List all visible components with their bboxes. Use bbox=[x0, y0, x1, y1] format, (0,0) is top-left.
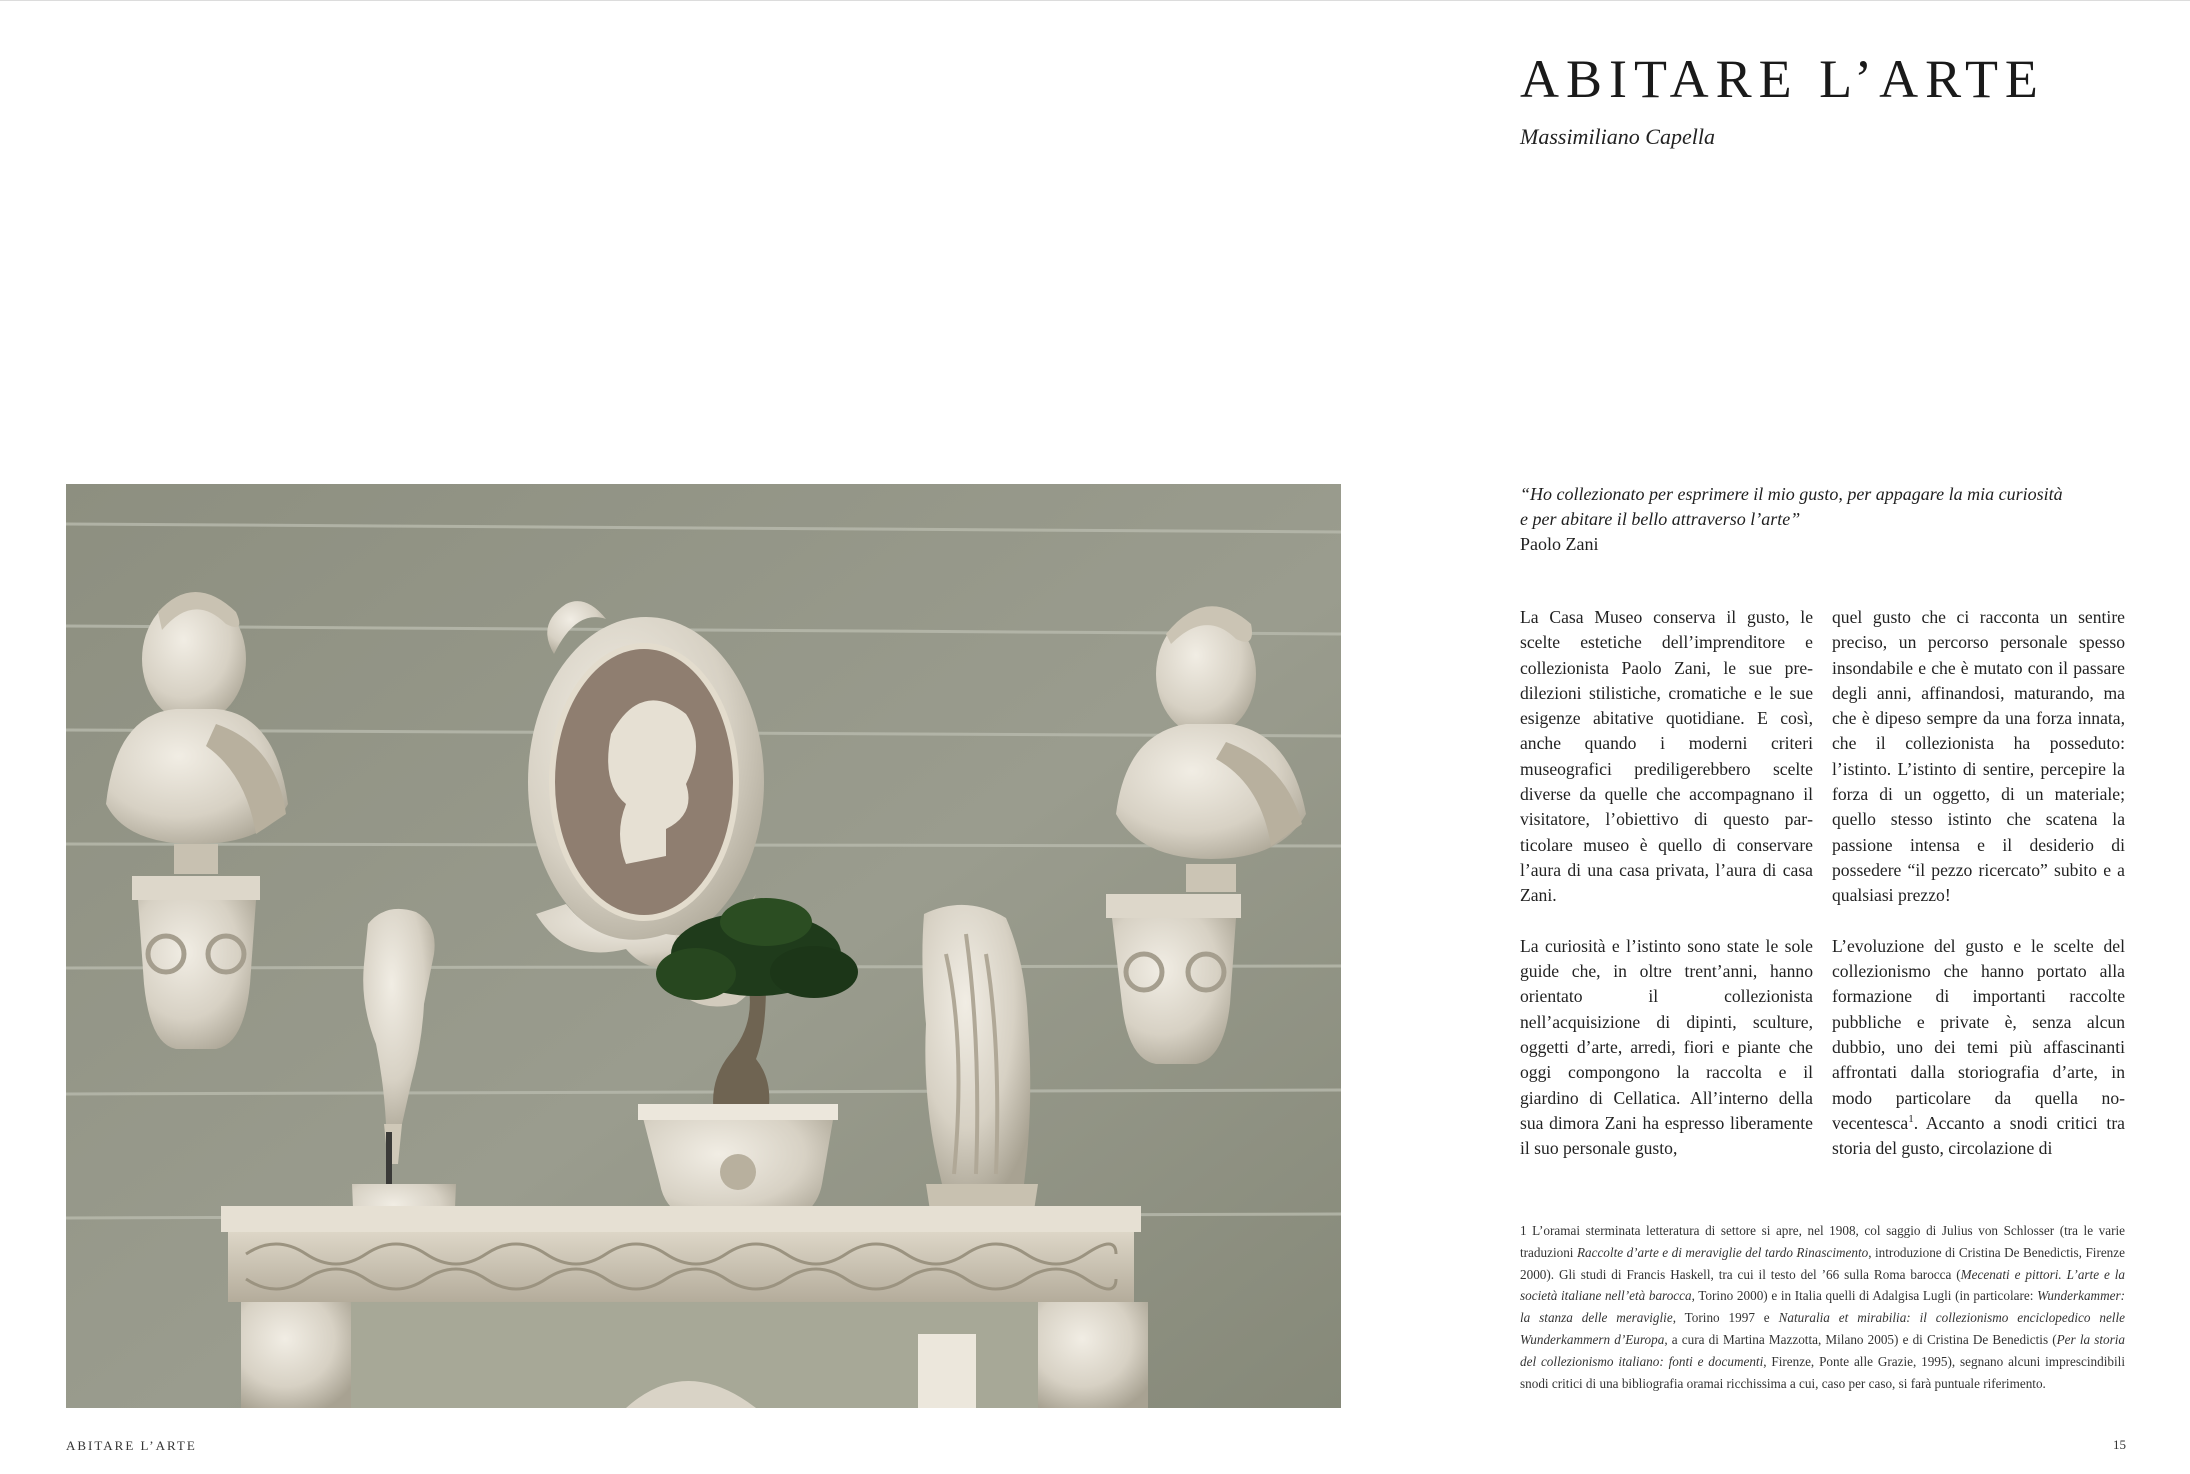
footnote bbox=[1520, 1220, 2125, 1394]
footnote-text: , Torino 1997 e bbox=[1672, 1310, 1779, 1326]
body-paragraph: La curiosità e l’istinto sono state le sole guide che, in oltre trent’anni, hanno orientato il collezionista nell’acquisizione di dipinti, sculture, oggetti d’arte, arredi, fiori e piante che oggi compongono la raccolta e il giardino di Cellatica. All’interno della sua dimora Zani ha espresso liberamente il suo personale gusto, bbox=[1520, 935, 1813, 1159]
body-paragraph: La Casa Museo conserva il gusto, le scelte estetiche dell’imprenditore e collezionista Paolo Zani, le sue predilezioni stilistiche, cromatiche e le sue esigenze abitative quotidiane. E così, anche quando i moderni criteri museografici prediligerebbero scelte diverse da quelle che accompagnano il visitatore, l’obiettivo di questo particolare museo è quello di conservare l’aura di una casa privata, l’aura di casa Zani. bbox=[1520, 607, 1813, 906]
footnote-title: Raccolte d’arte e di meraviglie del tardo Rinascimento bbox=[1576, 1244, 1869, 1260]
footnote-text: , Torino 2000) e in Italia quelli di Adalgisa Lugli (in particolare: bbox=[1691, 1288, 2038, 1304]
epigraph-quote-line-2: e per abitare il bello attraverso l’arte” bbox=[1520, 509, 1801, 529]
epigraph-quote-line-1: “Ho collezionato per esprimere il mio gusto, per appagare la mia curiosità bbox=[1520, 484, 2063, 504]
footnote-text: , introduzione di Cristina De Benedictis, Firenze 2000). Gli studi di Francis Haskell, tra cui il testo del ’66 sulla Roma barocca ( bbox=[1520, 1244, 2125, 1282]
page-top-rule bbox=[0, 0, 2190, 1]
mantelpiece bbox=[221, 1206, 1148, 1408]
text-column-right bbox=[1832, 605, 2125, 1162]
epigraph bbox=[1520, 482, 2140, 557]
page-number: 15 bbox=[2113, 1437, 2126, 1452]
footnote-text: , Firenze, Ponte alle Grazie, 1995), segnano alcuni imprescindibili snodi critici di una bibliografia oramai ricchissima a cui, caso per caso, si farà puntuale riferimento. bbox=[1520, 1353, 2125, 1391]
footnote-text: 1 L’oramai sterminata letteratura di settore si apre, nel 1908, col saggio di Julius von Schlosser (tra le varie traduzioni bbox=[1520, 1223, 2125, 1260]
author-name: Massimiliano Capella bbox=[1520, 124, 1715, 149]
body-text-span: L’evoluzione del gusto e le scelte del collezionismo che hanno portato alla formazione di importanti raccolte pubbliche e private è, senza alcun dubbio, uno dei temi più affascinanti affrontati dalla storiografia d’arte, in modo particolare da quella novecentesca bbox=[1832, 935, 2125, 1133]
chapter-title: ABITARE L’ARTE bbox=[1520, 49, 2045, 109]
text-column-left bbox=[1520, 605, 1813, 1162]
footnote-text: , a cura di Martina Mazzotta, Milano 2005) e di Cristina De Benedictis ( bbox=[1664, 1331, 2057, 1347]
body-paragraph bbox=[1832, 934, 2125, 1162]
footnote-reference[interactable]: 1 bbox=[1908, 1113, 1914, 1126]
epigraph-attribution: Paolo Zani bbox=[1520, 534, 1599, 554]
running-head: ABITARE L’ARTE bbox=[66, 1438, 197, 1453]
artwork-photo bbox=[66, 484, 1341, 1408]
footnote-title: Naturalia et mirabilia: il collezionismo enciclopedico nelle Wunderkammern d’Europa bbox=[1520, 1310, 2125, 1347]
footnote-title: Wunderkammer: la stanza delle meraviglie bbox=[1520, 1288, 2125, 1326]
body-text-span: . Accanto a snodi critici tra storia del gusto, circolazione di bbox=[1832, 1112, 2125, 1159]
footnote-title: Mecenati e pittori. L’arte e la società italiane nell’età barocca bbox=[1520, 1266, 2125, 1304]
body-paragraph: quel gusto che ci racconta un sentire preciso, un percorso personale spesso insondabile e che è mutato con il passare degli anni, affinandosi, maturando, ma che è dipeso sempre da una forza innata, che il collezionista ha posseduto: l’istinto. L’istinto di sentire, percepire la forza di un oggetto, di un materiale; quello stesso istinto che scatena la passione intensa e il desiderio di possedere “il pezzo ricercato” subito e a qualsiasi prezzo! bbox=[1832, 607, 2125, 906]
footnote-title: Per la storia del collezionismo italiano: fonti e documenti bbox=[1520, 1331, 2126, 1369]
